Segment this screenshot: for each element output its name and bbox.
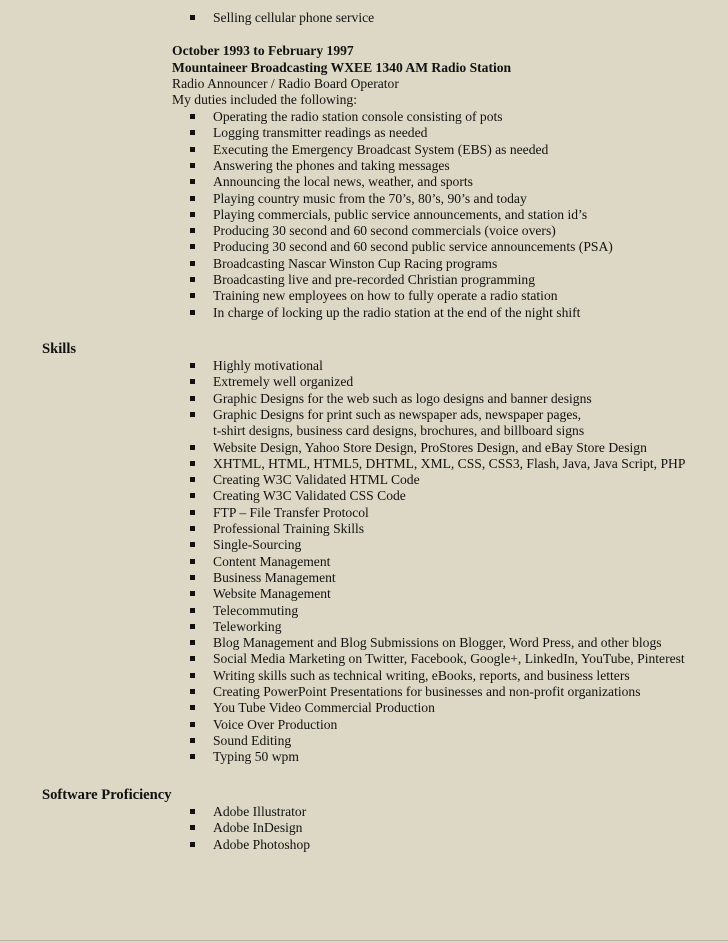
square-bullet-icon <box>190 542 195 547</box>
list-item-text: Answering the phones and taking messages <box>213 158 450 173</box>
list-item-text: Graphic Designs for print such as newspaper ads, newspaper pages, <box>213 407 582 422</box>
square-bullet-icon <box>190 396 195 401</box>
page-divider <box>0 940 728 941</box>
square-bullet-icon <box>190 244 195 249</box>
list-item-text: XHTML, HTML, HTML5, DHTML, XML, CSS, CSS3, Flash, Java, Java Script, PHP <box>213 456 686 471</box>
list-item-text: In charge of locking up the radio station at the end of the night shift <box>213 305 581 320</box>
list-item-text: Creating PowerPoint Presentations for businesses and non-profit organizations <box>213 684 641 699</box>
square-bullet-icon <box>190 656 195 661</box>
list-item-text: Extremely well organized <box>213 374 354 389</box>
square-bullet-icon <box>190 363 195 368</box>
list-item-text: Graphic Designs for the web such as logo designs and banner designs <box>213 391 592 406</box>
square-bullet-icon <box>190 624 195 629</box>
skills-continuation-line: t-shirt designs, business card designs, brochures, and billboard signs <box>213 423 585 438</box>
square-bullet-icon <box>190 15 195 20</box>
list-item-text: Telecommuting <box>213 603 299 618</box>
job-intro: My duties included the following: <box>172 92 358 107</box>
square-bullet-icon <box>190 673 195 678</box>
skills-heading: Skills <box>42 341 77 357</box>
list-item-text: Playing country music from the 70’s, 80’s, 90’s and today <box>213 191 527 206</box>
square-bullet-icon <box>190 591 195 596</box>
list-item-text: FTP – File Transfer Protocol <box>213 505 369 520</box>
list-item-text: Announcing the local news, weather, and sports <box>213 174 473 189</box>
list-item-text: Writing skills such as technical writing, eBooks, reports, and business letters <box>213 668 630 683</box>
square-bullet-icon <box>190 640 195 645</box>
list-item-text: Voice Over Production <box>213 717 338 732</box>
job-employer: Mountaineer Broadcasting WXEE 1340 AM Radio Station <box>172 60 512 75</box>
list-item-text: Professional Training Skills <box>213 521 365 536</box>
square-bullet-icon <box>190 114 195 119</box>
list-item-text: Business Management <box>213 570 336 585</box>
square-bullet-icon <box>190 293 195 298</box>
list-item-text: Logging transmitter readings as needed <box>213 125 428 140</box>
list-item-text: You Tube Video Commercial Production <box>213 700 435 715</box>
square-bullet-icon <box>190 825 195 830</box>
software-heading: Software Proficiency <box>42 787 172 803</box>
list-item-text: Producing 30 second and 60 second public service announcements (PSA) <box>213 239 613 254</box>
list-item-text: Producing 30 second and 60 second commercials (voice overs) <box>213 223 556 238</box>
square-bullet-icon <box>190 310 195 315</box>
job-dates: October 1993 to February 1997 <box>172 43 354 58</box>
list-item-text: Training new employees on how to fully operate a radio station <box>213 288 558 303</box>
square-bullet-icon <box>190 130 195 135</box>
list-item-text: Executing the Emergency Broadcast System (EBS) as needed <box>213 142 549 157</box>
square-bullet-icon <box>190 526 195 531</box>
square-bullet-icon <box>190 575 195 580</box>
square-bullet-icon <box>190 461 195 466</box>
square-bullet-icon <box>190 163 195 168</box>
square-bullet-icon <box>190 196 195 201</box>
square-bullet-icon <box>190 277 195 282</box>
square-bullet-icon <box>190 379 195 384</box>
list-item-text: Playing commercials, public service announcements, and station id’s <box>213 207 588 222</box>
square-bullet-icon <box>190 261 195 266</box>
square-bullet-icon <box>190 738 195 743</box>
square-bullet-icon <box>190 179 195 184</box>
list-item-text: Broadcasting live and pre-recorded Christian programming <box>213 272 535 287</box>
list-item-text: Single-Sourcing <box>213 537 302 552</box>
square-bullet-icon <box>190 493 195 498</box>
job-title: Radio Announcer / Radio Board Operator <box>172 76 399 91</box>
square-bullet-icon <box>190 754 195 759</box>
square-bullet-icon <box>190 445 195 450</box>
list-item-text: Blog Management and Blog Submissions on Blogger, Word Press, and other blogs <box>213 635 662 650</box>
list-item-text: Social Media Marketing on Twitter, Facebook, Google+, LinkedIn, YouTube, Pinterest <box>213 651 685 666</box>
square-bullet-icon <box>190 608 195 613</box>
list-item-text: Broadcasting Nascar Winston Cup Racing programs <box>213 256 498 271</box>
list-item-text: Creating W3C Validated HTML Code <box>213 472 420 487</box>
list-item-text: Sound Editing <box>213 733 292 748</box>
list-item-text: Teleworking <box>213 619 282 634</box>
list-item-text: Typing 50 wpm <box>213 749 299 764</box>
list-item-text: Highly motivational <box>213 358 323 373</box>
square-bullet-icon <box>190 722 195 727</box>
list-item-text: Adobe InDesign <box>213 820 303 835</box>
square-bullet-icon <box>190 809 195 814</box>
square-bullet-icon <box>190 477 195 482</box>
square-bullet-icon <box>190 705 195 710</box>
list-item-text: Adobe Photoshop <box>213 837 311 852</box>
list-item-text: Website Management <box>213 586 331 601</box>
square-bullet-icon <box>190 212 195 217</box>
square-bullet-icon <box>190 842 195 847</box>
list-item-text: Adobe Illustrator <box>213 804 307 819</box>
square-bullet-icon <box>190 147 195 152</box>
square-bullet-icon <box>190 559 195 564</box>
square-bullet-icon <box>190 228 195 233</box>
square-bullet-icon <box>190 412 195 417</box>
list-item-text: Selling cellular phone service <box>213 10 375 25</box>
list-item-text: Creating W3C Validated CSS Code <box>213 488 406 503</box>
list-item-text: Content Management <box>213 554 331 569</box>
list-item-text: Operating the radio station console consisting of pots <box>213 109 503 124</box>
square-bullet-icon <box>190 510 195 515</box>
square-bullet-icon <box>190 689 195 694</box>
list-item-text: Website Design, Yahoo Store Design, ProStores Design, and eBay Store Design <box>213 440 647 455</box>
